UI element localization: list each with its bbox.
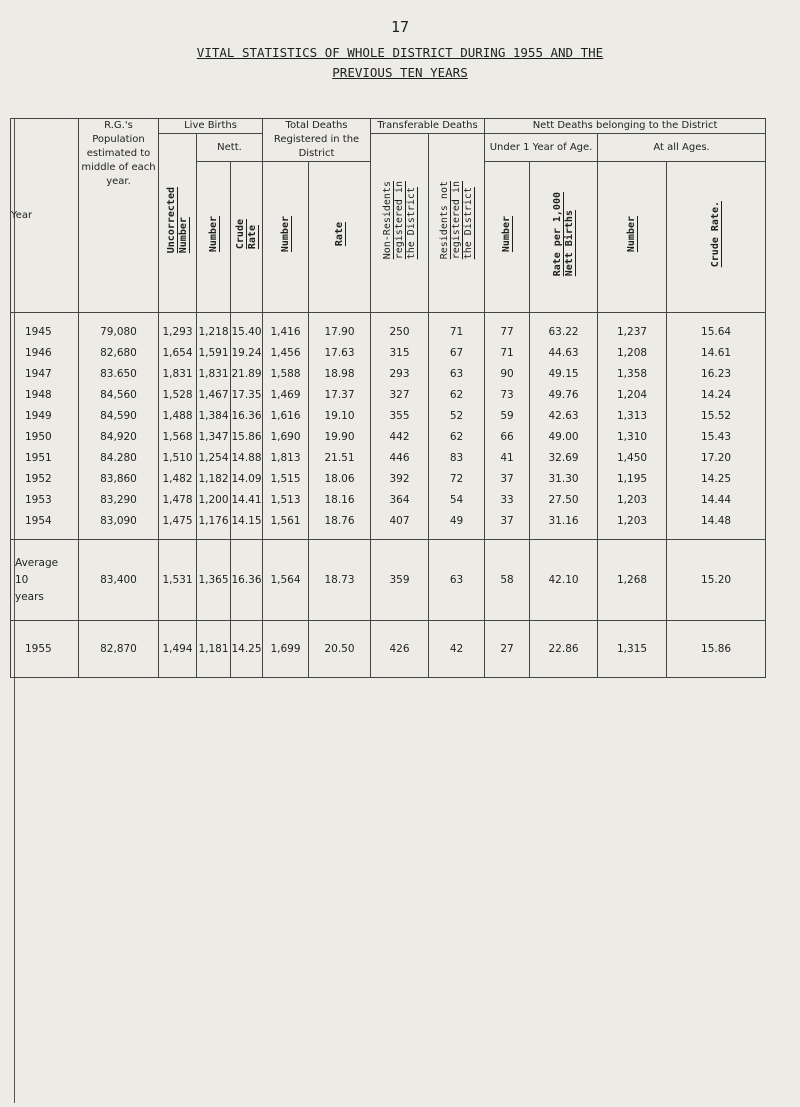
table-cell: 1,488 [159, 405, 197, 426]
table-cell: 27.50 [530, 489, 598, 510]
table-cell: 355 [371, 405, 429, 426]
table-cell: 293 [371, 363, 429, 384]
table-cell: 49.00 [530, 426, 598, 447]
header-year: Year [11, 119, 79, 313]
table-cell: 33 [485, 489, 530, 510]
table-cell: 66 [485, 426, 530, 447]
table-cell: 1,510 [159, 447, 197, 468]
table-cell: 20.50 [309, 621, 371, 678]
table-row [11, 510, 766, 540]
table-cell: 14.15 [231, 510, 263, 540]
table-cell: 1,450 [598, 447, 667, 468]
table-cell: 63.22 [530, 313, 598, 343]
table-cell: 1,200 [197, 489, 231, 510]
table-cell: 359 [371, 540, 429, 621]
table-cell: 1,254 [197, 447, 231, 468]
table-cell: 1,699 [263, 621, 309, 678]
table-cell: 19.10 [309, 405, 371, 426]
header-nett-deaths: Nett Deaths belonging to the District [485, 119, 766, 134]
table-cell: 17.63 [309, 342, 371, 363]
table-cell: 83 [429, 447, 485, 468]
table-cell: 67 [429, 342, 485, 363]
table-cell: 1,203 [598, 510, 667, 540]
table-cell: 17.20 [667, 447, 766, 468]
table-cell: 52 [429, 405, 485, 426]
table-cell: 1,358 [598, 363, 667, 384]
table-cell: 1,515 [263, 468, 309, 489]
table-cell: 62 [429, 426, 485, 447]
table-cell: 250 [371, 313, 429, 343]
table-cell: 15.86 [667, 621, 766, 678]
header-deaths-rate: Rate [309, 162, 371, 313]
page-title [0, 43, 800, 83]
yearly-rows [11, 313, 766, 540]
table-cell: 49.76 [530, 384, 598, 405]
header-transferable-deaths: Transferable Deaths [371, 119, 485, 134]
page-number: 17 [390, 18, 410, 36]
table-cell: 73 [485, 384, 530, 405]
table-cell: 1,482 [159, 468, 197, 489]
table-cell: 1955 [11, 621, 79, 678]
table-cell: 42.63 [530, 405, 598, 426]
table-cell: 1,467 [197, 384, 231, 405]
table-cell: 1,218 [197, 313, 231, 343]
table-cell: 1,616 [263, 405, 309, 426]
table-cell: 71 [485, 342, 530, 363]
average-label: Average 10 years [11, 540, 79, 621]
table-cell: 442 [371, 426, 429, 447]
table-cell: 83.650 [79, 363, 159, 384]
table-cell: 1,831 [159, 363, 197, 384]
table-cell: 1,384 [197, 405, 231, 426]
table-cell: 1,310 [598, 426, 667, 447]
table-cell: 14.48 [667, 510, 766, 540]
vital-statistics-table [10, 118, 766, 678]
table-cell: 1,568 [159, 426, 197, 447]
table-cell: 1953 [11, 489, 79, 510]
table-cell: 1952 [11, 468, 79, 489]
table-cell: 17.37 [309, 384, 371, 405]
table-cell: 1,176 [197, 510, 231, 540]
table-cell: 16.23 [667, 363, 766, 384]
header-deaths-number: Number [263, 162, 309, 313]
table-cell: 1951 [11, 447, 79, 468]
table-cell: 1,528 [159, 384, 197, 405]
table-cell: 21.89 [231, 363, 263, 384]
table-cell: 327 [371, 384, 429, 405]
table-cell: 37 [485, 510, 530, 540]
table-cell: 63 [429, 363, 485, 384]
table-cell: 90 [485, 363, 530, 384]
table-cell: 1,365 [197, 540, 231, 621]
table-cell: 426 [371, 621, 429, 678]
table-cell: 22.86 [530, 621, 598, 678]
header-under1-number: Number [485, 162, 530, 313]
table-cell: 15.52 [667, 405, 766, 426]
table-cell: 83,400 [79, 540, 159, 621]
table-cell: 63 [429, 540, 485, 621]
header-allages-number: Number [598, 162, 667, 313]
table-cell: 1954 [11, 510, 79, 540]
table-cell: 1947 [11, 363, 79, 384]
table-row [11, 489, 766, 510]
table-cell: 1,654 [159, 342, 197, 363]
header-under-1-year: Under 1 Year of Age. [485, 134, 598, 162]
table-cell: 14.09 [231, 468, 263, 489]
table-cell: 315 [371, 342, 429, 363]
table-cell: 42.10 [530, 540, 598, 621]
table-cell: 49.15 [530, 363, 598, 384]
table-cell: 17.90 [309, 313, 371, 343]
table-cell: 21.51 [309, 447, 371, 468]
table-cell: 84,590 [79, 405, 159, 426]
table-cell: 1,182 [197, 468, 231, 489]
table-cell: 1,456 [263, 342, 309, 363]
table-cell: 1,478 [159, 489, 197, 510]
average-row [11, 540, 766, 621]
table-cell: 1,531 [159, 540, 197, 621]
table-cell: 42 [429, 621, 485, 678]
table-cell: 19.24 [231, 342, 263, 363]
table-cell: 27 [485, 621, 530, 678]
header-at-all-ages: At all Ages. [598, 134, 766, 162]
header-under1-rate: Rate per 1,000 Nett Births [530, 162, 598, 313]
table-cell: 84.280 [79, 447, 159, 468]
table-cell: 1,237 [598, 313, 667, 343]
table-cell: 1,315 [598, 621, 667, 678]
table-cell: 62 [429, 384, 485, 405]
table-cell: 14.88 [231, 447, 263, 468]
table-row [11, 405, 766, 426]
table-cell: 41 [485, 447, 530, 468]
table-cell: 1949 [11, 405, 79, 426]
table-cell: 18.06 [309, 468, 371, 489]
header-allages-crude-rate: Crude Rate. [667, 162, 766, 313]
table-cell: 1,313 [598, 405, 667, 426]
table-cell: 17.35 [231, 384, 263, 405]
table-cell: 31.16 [530, 510, 598, 540]
table-cell: 1,561 [263, 510, 309, 540]
table-cell: 15.40 [231, 313, 263, 343]
table-cell: 1,513 [263, 489, 309, 510]
table-cell: 1,347 [197, 426, 231, 447]
table-cell: 1,181 [197, 621, 231, 678]
table-cell: 14.25 [667, 468, 766, 489]
header-births-number: Number [197, 162, 231, 313]
table-cell: 32.69 [530, 447, 598, 468]
table-cell: 392 [371, 468, 429, 489]
header-total-deaths: Total Deaths Registered in the District [263, 119, 371, 162]
table-cell: 54 [429, 489, 485, 510]
current-year-row [11, 621, 766, 678]
table-cell: 77 [485, 313, 530, 343]
title-line-1: VITAL STATISTICS OF WHOLE DISTRICT DURING 1955 AND THE [196, 45, 604, 60]
table-cell: 1,195 [598, 468, 667, 489]
header-population: R.G.'s Population estimated to middle of each year. [79, 119, 159, 313]
table-row [11, 313, 766, 343]
table-cell: 1,494 [159, 621, 197, 678]
table-cell: 83,290 [79, 489, 159, 510]
table-cell: 14.25 [231, 621, 263, 678]
table-cell: 49 [429, 510, 485, 540]
table-cell: 15.86 [231, 426, 263, 447]
table-cell: 14.61 [667, 342, 766, 363]
table-cell: 446 [371, 447, 429, 468]
table-cell: 1946 [11, 342, 79, 363]
table-cell: 1,690 [263, 426, 309, 447]
table-cell: 15.64 [667, 313, 766, 343]
table-cell: 1,475 [159, 510, 197, 540]
table-row [11, 384, 766, 405]
table-cell: 1,588 [263, 363, 309, 384]
table-cell: 14.44 [667, 489, 766, 510]
table-cell: 1,564 [263, 540, 309, 621]
header-births-crude-rate: Crude Rate [231, 162, 263, 313]
table-row [11, 426, 766, 447]
table-cell: 1950 [11, 426, 79, 447]
table-cell: 82,870 [79, 621, 159, 678]
table-cell: 37 [485, 468, 530, 489]
table-cell: 1948 [11, 384, 79, 405]
table-cell: 14.24 [667, 384, 766, 405]
table-row [11, 468, 766, 489]
table-cell: 82,680 [79, 342, 159, 363]
table-cell: 79,080 [79, 313, 159, 343]
title-line-2: PREVIOUS TEN YEARS [332, 65, 468, 80]
table-cell: 1,204 [598, 384, 667, 405]
table-cell: 1,293 [159, 313, 197, 343]
table-cell: 44.63 [530, 342, 598, 363]
table-cell: 1945 [11, 313, 79, 343]
table-cell: 58 [485, 540, 530, 621]
header-live-births: Live Births [159, 119, 263, 134]
table-cell: 16.36 [231, 405, 263, 426]
table-cell: 31.30 [530, 468, 598, 489]
header-residents-not: Residents not registered in the District [429, 134, 485, 313]
header-uncorrected-number: Uncorrected Number [159, 134, 197, 313]
table-cell: 19.90 [309, 426, 371, 447]
table-row [11, 342, 766, 363]
table-cell: 84,560 [79, 384, 159, 405]
table-cell: 1,813 [263, 447, 309, 468]
table-cell: 1,268 [598, 540, 667, 621]
table-cell: 1,831 [197, 363, 231, 384]
table-cell: 407 [371, 510, 429, 540]
table-cell: 14.41 [231, 489, 263, 510]
table-cell: 1,591 [197, 342, 231, 363]
table-cell: 18.76 [309, 510, 371, 540]
table-cell: 18.16 [309, 489, 371, 510]
table-cell: 18.98 [309, 363, 371, 384]
header-non-residents: Non-Residents registered in the District [371, 134, 429, 313]
table-cell: 72 [429, 468, 485, 489]
table-row [11, 447, 766, 468]
table-cell: 18.73 [309, 540, 371, 621]
table-cell: 15.20 [667, 540, 766, 621]
table-cell: 83,090 [79, 510, 159, 540]
table-cell: 84,920 [79, 426, 159, 447]
table-cell: 1,469 [263, 384, 309, 405]
table-row [11, 363, 766, 384]
table-cell: 15.43 [667, 426, 766, 447]
table-cell: 16.36 [231, 540, 263, 621]
table-cell: 1,203 [598, 489, 667, 510]
table-cell: 59 [485, 405, 530, 426]
header-nett: Nett. [197, 134, 263, 162]
table-cell: 71 [429, 313, 485, 343]
table-cell: 364 [371, 489, 429, 510]
table-cell: 1,208 [598, 342, 667, 363]
table-cell: 83,860 [79, 468, 159, 489]
table-cell: 1,416 [263, 313, 309, 343]
